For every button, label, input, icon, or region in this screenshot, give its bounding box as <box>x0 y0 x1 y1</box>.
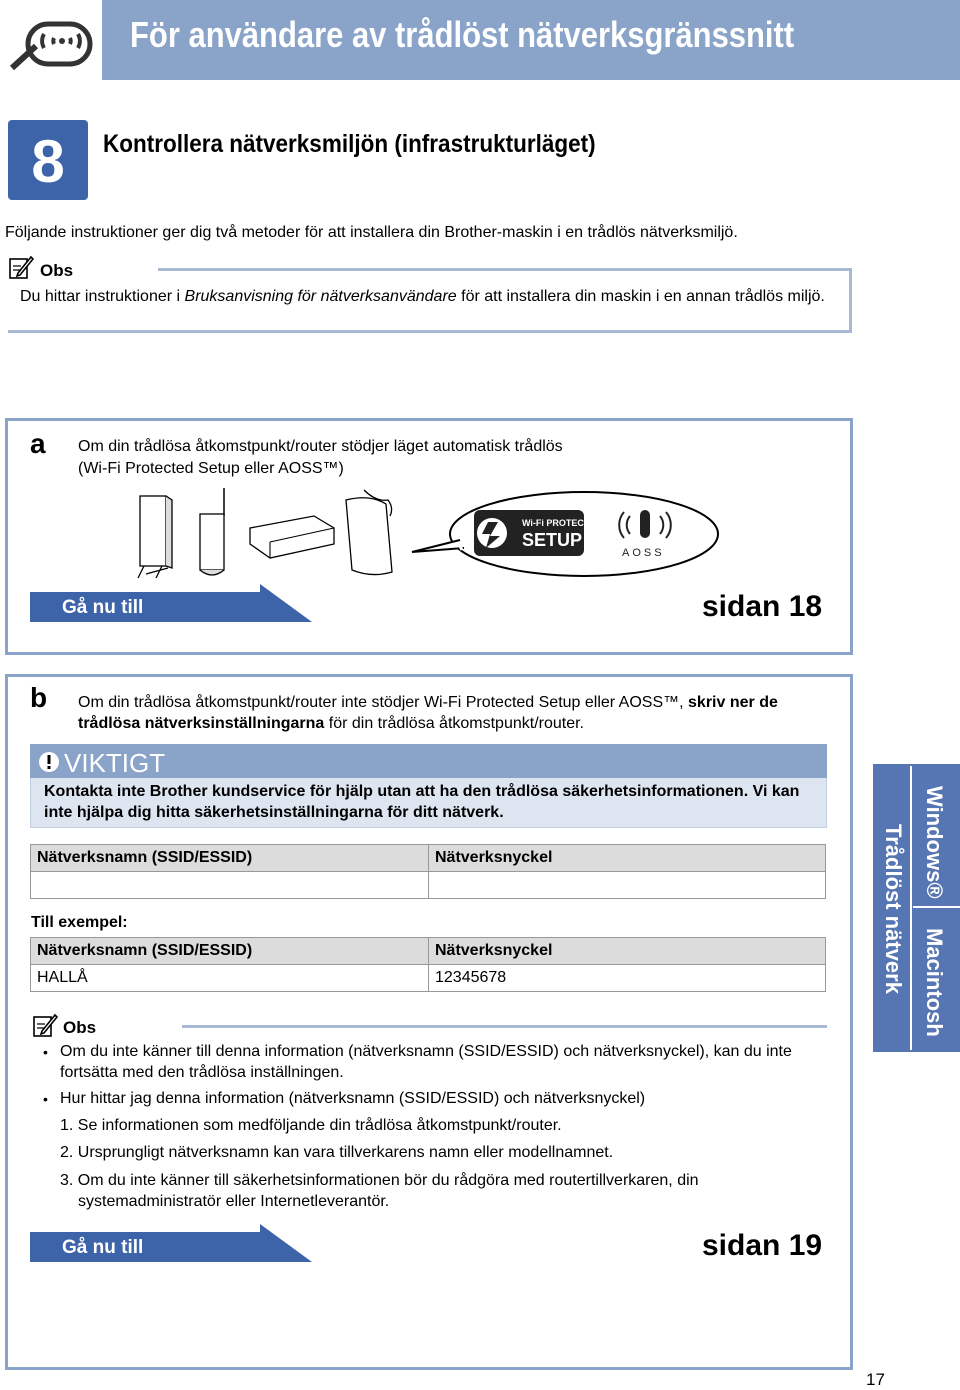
step-title: Kontrollera nätverksmiljön (infrastrukturläget) <box>103 130 596 158</box>
wps-aoss-speech-bubble <box>404 488 722 580</box>
section-b-text: Om din trådlösa åtkomstpunkt/router inte stödjer Wi-Fi Protected Setup eller AOSS™, skriv ner de trådlösa nätverksinställningarna för din trådlösa åtkomstpunkt/router. <box>78 694 778 732</box>
side-tab-wireless: Trådlöst nätverk <box>881 824 906 994</box>
note2-item1: 1. Se informationen som medföljande din trådlösa åtkomstpunkt/router. <box>60 1117 562 1134</box>
goto-label-b: Gå nu till <box>62 1237 144 1258</box>
note-label: Obs <box>40 261 74 280</box>
wireless-logo-icon <box>2 8 98 76</box>
note2-divider <box>182 1025 827 1028</box>
warning-icon <box>38 751 60 773</box>
wps-logo-line2: SETUP <box>522 530 583 550</box>
side-tab-divider <box>910 766 912 1050</box>
important-text: Kontakta inte Brother kundservice för hjälp utan att ha den trådlösa säkerhetsinformationen. Vi kan inte hjälpa dig hitta säkerhetsinställningarna för ditt nätverk. <box>44 783 800 821</box>
table-cell-ssid[interactable] <box>31 872 429 899</box>
aoss-logo-text: AOSS <box>622 547 665 559</box>
step-number: 8 <box>8 120 88 200</box>
example-header-ssid: Nätverksnamn (SSID/ESSID) <box>31 938 429 965</box>
pencil-note-icon <box>32 1012 58 1038</box>
example-table <box>30 937 826 992</box>
example-header-key: Nätverksnyckel <box>429 938 826 965</box>
table-cell-key[interactable] <box>429 872 826 899</box>
note2-label: Obs <box>63 1018 97 1037</box>
note2-item3: 3. Om du inte känner till säkerhetsinformationen bör du rådgöra med routertillverkaren, din systemadministratör eller Internetleverantör. <box>60 1172 699 1210</box>
table-header-ssid: Nätverksnamn (SSID/ESSID) <box>31 845 429 872</box>
example-label: Till exempel: <box>31 914 128 931</box>
page-ref-a[interactable]: sidan 18 <box>702 590 823 623</box>
note2-bullet2: Hur hittar jag denna information (nätverksnamn (SSID/ESSID) och nätverksnyckel) <box>60 1090 646 1107</box>
router-devices-illustration <box>124 486 444 586</box>
note-text: Du hittar instruktioner i Bruksanvisning för nätverksanvändare för att installera din maskin i en annan trådlös miljö. <box>20 288 825 305</box>
note-divider <box>158 268 852 271</box>
page-number: 17 <box>866 1370 885 1389</box>
page-ref-b[interactable]: sidan 19 <box>702 1229 823 1262</box>
pencil-note-icon <box>8 254 34 280</box>
example-cell-ssid: HALLÅ <box>31 965 429 992</box>
wps-logo-line1: Wi-Fi PROTECTED <box>522 518 602 528</box>
side-tab-divider-h <box>913 906 960 908</box>
page-title: För användare av trådlöst nätverksgränssnitt <box>130 14 795 55</box>
important-label: VIKTIGT <box>64 748 166 778</box>
bullet-icon: • <box>43 1091 48 1107</box>
section-a-letter: a <box>30 428 46 459</box>
side-tab-windows[interactable]: Windows® <box>922 786 947 899</box>
note2-bullet1: Om du inte känner till denna information (nätverksnamn (SSID/ESSID) och nätverksnyckel), kan du inte fortsätta med den trådlösa inställningen. <box>60 1043 792 1081</box>
goto-label-a: Gå nu till <box>62 597 144 618</box>
example-cell-key: 12345678 <box>429 965 826 992</box>
section-b-letter: b <box>30 682 48 713</box>
side-tab-macintosh[interactable]: Macintosh <box>922 928 947 1037</box>
intro-text: Följande instruktioner ger dig två metoder för att installera din Brother-maskin i en trådlös nätverksmiljö. <box>5 224 738 241</box>
note2-item2: 2. Ursprungligt nätverksnamn kan vara tillverkarens namn eller modellnamnet. <box>60 1144 614 1161</box>
section-a-text: Om din trådlösa åtkomstpunkt/router stödjer läget automatisk trådlös (Wi-Fi Protected Setup eller AOSS™) <box>78 438 563 477</box>
table-header-key: Nätverksnyckel <box>429 845 826 872</box>
network-settings-table <box>30 844 826 899</box>
bullet-icon: • <box>43 1044 48 1060</box>
